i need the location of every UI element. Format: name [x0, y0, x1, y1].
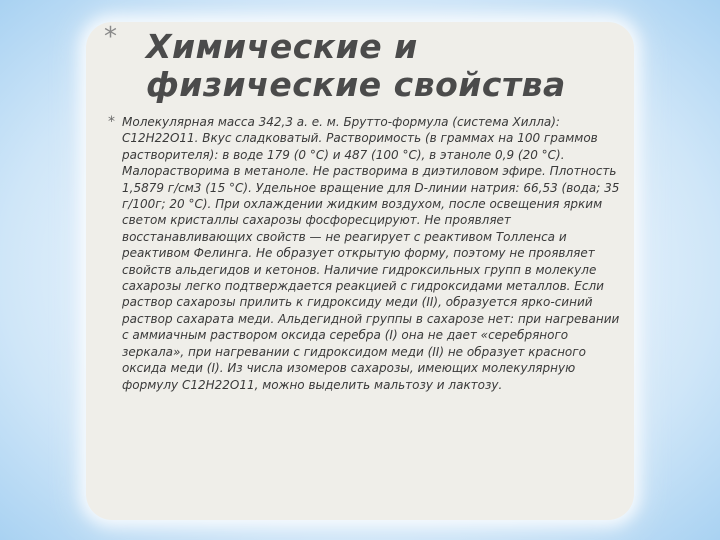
body-paragraph: Молекулярная масса 342,3 а. е. м. Брутто-формула (система Хилла): C12H22O11. Вкус сладковатый. Растворимость (в граммах на 100 граммов растворителя): в воде 179 (0 °C) и 487 (100 °C), в этаноле 0,9 (20 °C). Малорастворима в метаноле. Не растворима в диэтиловом эфире. Плотность 1,5879 г/см3 (15 °C). Удельное вращение для D-линии натрия: 66,53 (вода; 35 г/100г; 20 °C). При охлаждении жидким воздухом, после освещения ярким светом кристаллы сахарозы фосфоресцируют. Не проявляет восстанавливающих свойств — не реагирует с реактивом Толленса и реактивом Фелинга. Не образует открытую форму, поэтому не проявляет свойств альдегидов и кетонов. Наличие гидроксильных групп в молекуле сахарозы легко подтверждается реакцией с гидроксидами металлов. Если раствор сахарозы прилить к гидроксиду меди (II), образуется ярко-синий раствор сахарата меди. Альдегидной группы в сахарозе нет: при нагревании с аммиачным раствором оксида серебра (I) она не дает «серебряного зеркала», при нагревании с гидроксидом меди (II) не образует красного оксида меди (I). Из числа изомеров сахарозы, имеющих молекулярную формулу C12H22O11, можно выделить мальтозу и лактозу.	[122, 115, 620, 392]
body-bullet-asterisk: *	[108, 114, 115, 130]
title-bullet-asterisk: *	[104, 22, 117, 52]
slide-title: Химические и физические свойства	[146, 27, 566, 104]
